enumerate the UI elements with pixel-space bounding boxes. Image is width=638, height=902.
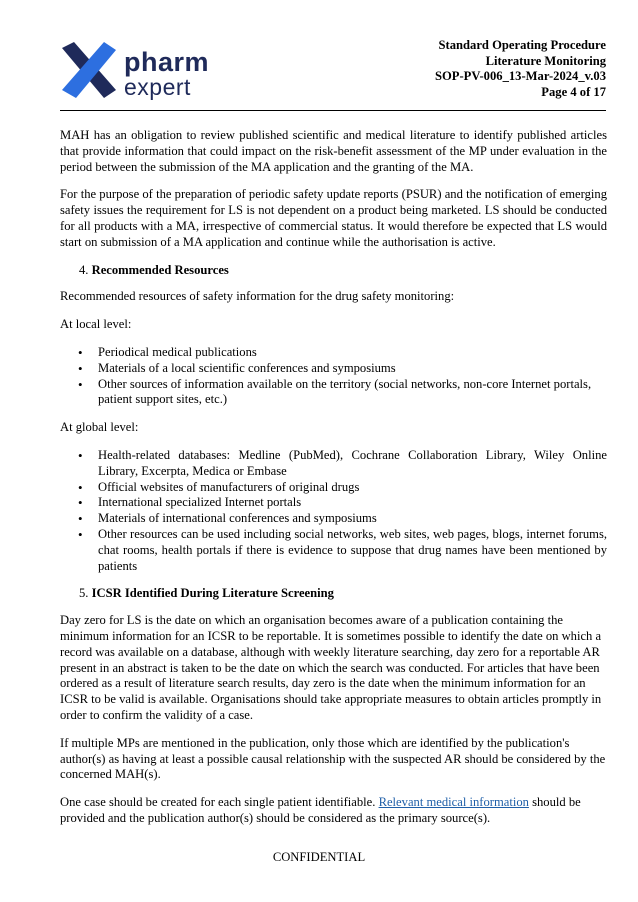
list-item: • International specialized Internet portals xyxy=(98,495,607,511)
document-body xyxy=(60,128,607,839)
relevant-medical-information-link[interactable]: Relevant medical information xyxy=(378,795,529,810)
section-heading-4 xyxy=(79,263,607,279)
header-doc-title: Literature Monitoring xyxy=(485,53,606,68)
section-title: ICSR Identified During Literature Screening xyxy=(91,586,334,601)
logo-word-expert: expert xyxy=(124,74,191,100)
pharm-expert-logo xyxy=(58,40,218,104)
list-item: • Health-related databases: Medline (PubMed), Cochrane Collaboration Library, Wiley Online Library, Excerpta, Medica or Embase xyxy=(98,448,607,480)
logo-x-mark-icon xyxy=(58,40,120,102)
list-item: • Other resources can be used including social networks, web sites, web pages, blogs, internet forums, chat rooms, health portals if there is evidence to suppose that drug names have been mentioned by patients xyxy=(98,527,607,574)
local-resources-list xyxy=(60,345,607,408)
section-heading-5 xyxy=(79,586,607,602)
paragraph: Recommended resources of safety information for the drug safety monitoring: xyxy=(60,289,455,304)
header-doc-type: Standard Operating Procedure xyxy=(438,38,606,52)
paragraph: Day zero for LS is the date on which an organisation becomes aware of a publication containing the minimum information for an ICSR to be reportable. It is sometimes possible to identify the date on which a record was available on a database, although with weekly literature searching, day zero for a reportable AR present in an abstract is taken to be the date on which the search was conducted. For articles that have been ordered as a result of literature search results, day zero is the date when the minimum information for an ICSR to be valid is available. Organisations should take appropriate measures to obtain articles promptly in order to confirm the validity of a case. xyxy=(60,613,602,722)
list-label: At local level: xyxy=(60,317,132,332)
paragraph: If multiple MPs are mentioned in the publication, only those which are identified by the publication's author(s) as having at least a possible causal relationship with the suspected AR should be considered by the concerned MAH(s). xyxy=(60,735,606,782)
header-divider xyxy=(60,110,606,111)
logo-word-pharm: pharm xyxy=(124,47,210,77)
list-item: • Materials of a local scientific conferences and symposiums xyxy=(98,361,607,377)
list-item: • Official websites of manufacturers of original drugs xyxy=(98,480,607,496)
header-doc-code: SOP-PV-006_13-Mar-2024_v.03 xyxy=(434,69,606,83)
header-page-number: Page 4 of 17 xyxy=(541,84,606,99)
section-title: Recommended Resources xyxy=(91,262,229,277)
paragraph-text: should be provided and the publication author(s) should be considered as the primary source(s). xyxy=(60,795,581,825)
global-resources-list xyxy=(60,448,607,574)
confidential-footer: CONFIDENTIAL xyxy=(272,850,366,864)
paragraph: MAH has an obligation to review published scientific and medical literature to identify published articles that provide information that could impact on the risk-benefit assessment of the MP under evaluation in the period between the submission of the MA application and the granting of the MA. xyxy=(60,128,607,174)
document-header xyxy=(435,38,606,100)
section-number: 4. xyxy=(79,262,89,277)
paragraph-text: One case should be created for each single patient identifiable. xyxy=(60,795,379,810)
list-label: At global level: xyxy=(60,420,139,435)
paragraph xyxy=(60,795,607,827)
section-number: 5. xyxy=(79,586,89,601)
list-item: • Materials of international conferences and symposiums xyxy=(98,511,607,527)
list-item: • Periodical medical publications xyxy=(98,345,607,361)
paragraph: For the purpose of the preparation of periodic safety update reports (PSUR) and the notification of emerging safety issues the requirement for LS is not dependent on a product being marketed. LS should be conducted for all products with a MA, irrespective of commercial status. It would therefore be expected that LS would start on submission of a MA application and continue while the authorisation is active. xyxy=(60,187,607,249)
list-item: • Other sources of information available on the territory (social networks, non-core Internet portals, patient support sites, etc.) xyxy=(98,377,607,409)
